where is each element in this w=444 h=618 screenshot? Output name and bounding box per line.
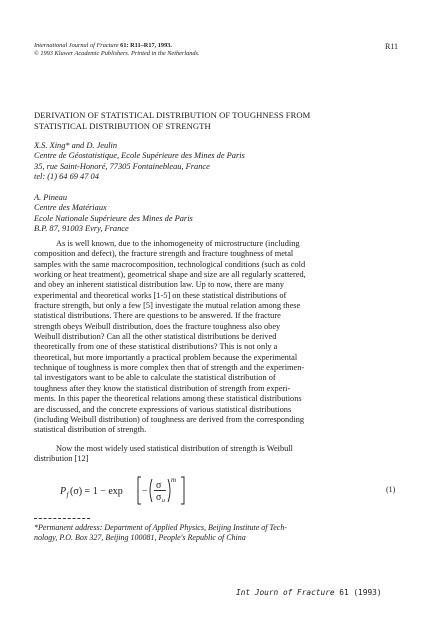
footer-journal: Int Journ of Fracture (236, 588, 335, 597)
denominator-subscript: u (162, 498, 165, 504)
paragraph-line: statistical distributions. There are questions to be answered. If the fracture (34, 311, 281, 321)
footnote (34, 523, 287, 543)
copyright-line: © 1993 Kluwer Academic Publishers. Printed in the Netherlands. (34, 50, 200, 58)
affiliation-line: Centre des Matériaux (34, 203, 107, 213)
paragraph-line: working or heat treatment), geometrical shape and size are all regularly scattered, (34, 270, 306, 280)
equation-exponent: m (171, 476, 177, 484)
paragraph-line: theoretically from one of these statistical distributions? This is not only a (34, 342, 278, 352)
paragraph-line: As is well known, due to the inhomogeneity of microstructure (including (56, 239, 300, 248)
affiliation-line: 35, rue Saint-Honoré, 77305 Fontainebleau, France (34, 161, 210, 171)
equation-argument: (σ) = 1 − exp (70, 486, 123, 497)
paragraph-line: ments. In this paper the theoretical relations among these statistical distributions (34, 394, 302, 404)
title-line: STATISTICAL DISTRIBUTION OF STRENGTH (34, 120, 211, 131)
footer-volume: 61 (1993) (339, 588, 382, 597)
right-bracket (181, 477, 184, 504)
footnote-line: *Permanent address: Department of Applied Physics, Beijing Institute of Tech- (34, 523, 287, 532)
paragraph-line: are discussed, and the concrete expressions of various statistical distributions (34, 404, 292, 414)
fraction-denominator: σ (156, 492, 162, 503)
paragraph-line: distribution [12] (34, 454, 89, 464)
affiliation-line: B.P. 87, 91003 Evry, France (34, 224, 129, 234)
paragraph-line: technique of toughness is more complex then that of strength and the experimen- (34, 363, 305, 373)
affiliation-line: Centre de Géostatistique, Ecole Supérieure des Mines de Paris (34, 151, 245, 161)
paragraph-line: tal investigators want to be able to calculate the statistical distribution of (34, 373, 276, 383)
equation-lhs-subscript: f (66, 491, 69, 499)
equation-number: (1) (386, 485, 396, 494)
weibull-equation (58, 473, 208, 507)
equation-lhs: P (60, 486, 67, 497)
left-bracket (138, 477, 141, 504)
page-code: R11 (385, 42, 399, 51)
footer-citation (236, 588, 382, 597)
paragraph-line: composition and defect), the fracture strength and fracture toughness of metal (34, 249, 294, 259)
journal-header (34, 42, 200, 59)
left-paren (150, 479, 152, 502)
affiliation-block (34, 141, 245, 183)
paragraph-line: and obey an inherent statistical distribution law. Up to now, there are many (34, 280, 285, 290)
body-paragraph (34, 444, 406, 465)
right-paren (168, 479, 170, 502)
equation-minus: − (142, 486, 148, 497)
affiliation-line: tel: (1) 64 69 47 04 (34, 172, 99, 182)
footnote-line: nology, P.O. Box 327, Beijing 100081, People's Republic of China (34, 533, 246, 542)
paragraph-line: toughness after they know the statistical distribution of strength from experi- (34, 383, 291, 393)
paragraph-line: statistical distribution of strength. (34, 425, 147, 435)
footnote-separator (34, 518, 90, 519)
fraction-numerator: σ (156, 480, 162, 491)
article-title (34, 110, 310, 131)
affiliation-block (34, 193, 193, 235)
paragraph-line: theoretical, but more importantly a practical problem because the experimental (34, 352, 298, 362)
paragraph-line: samples with the same macrocomposition, technological conditions (such as cold (34, 259, 306, 269)
author-names: A. Pineau (34, 193, 68, 202)
author-names: X.S. Xing* and D. Jeulin (34, 141, 118, 150)
paragraph-line: Now the most widely used statistical distribution of strength is Weibull (56, 444, 293, 453)
paragraph-line: experimental and theoretical works [1-5] on these statistical distributions of (34, 290, 287, 300)
title-line: DERIVATION OF STATISTICAL DISTRIBUTION OF TOUGHNESS FROM (34, 110, 311, 120)
paragraph-line: fracture strength, but only a few [5] investigate the mutual relation among these (34, 301, 301, 311)
body-paragraph (34, 239, 406, 436)
journal-citation (34, 42, 200, 50)
paragraph-line: (including Weibull distribution) of toughness are derived from the corresponding (34, 414, 305, 424)
affiliation-line: Ecole Nationale Supérieure des Mines de Paris (34, 213, 193, 223)
paragraph-line: Weibull distribution? Can all the other statistical distributions be derived (34, 332, 277, 342)
paragraph-line: strength obeys Weibull distribution, does the fracture toughness also obey (34, 321, 281, 331)
journal-volume-pages: 61: R11–R17, 1993. (120, 42, 172, 49)
journal-name: International Journal of Fracture (34, 42, 119, 49)
